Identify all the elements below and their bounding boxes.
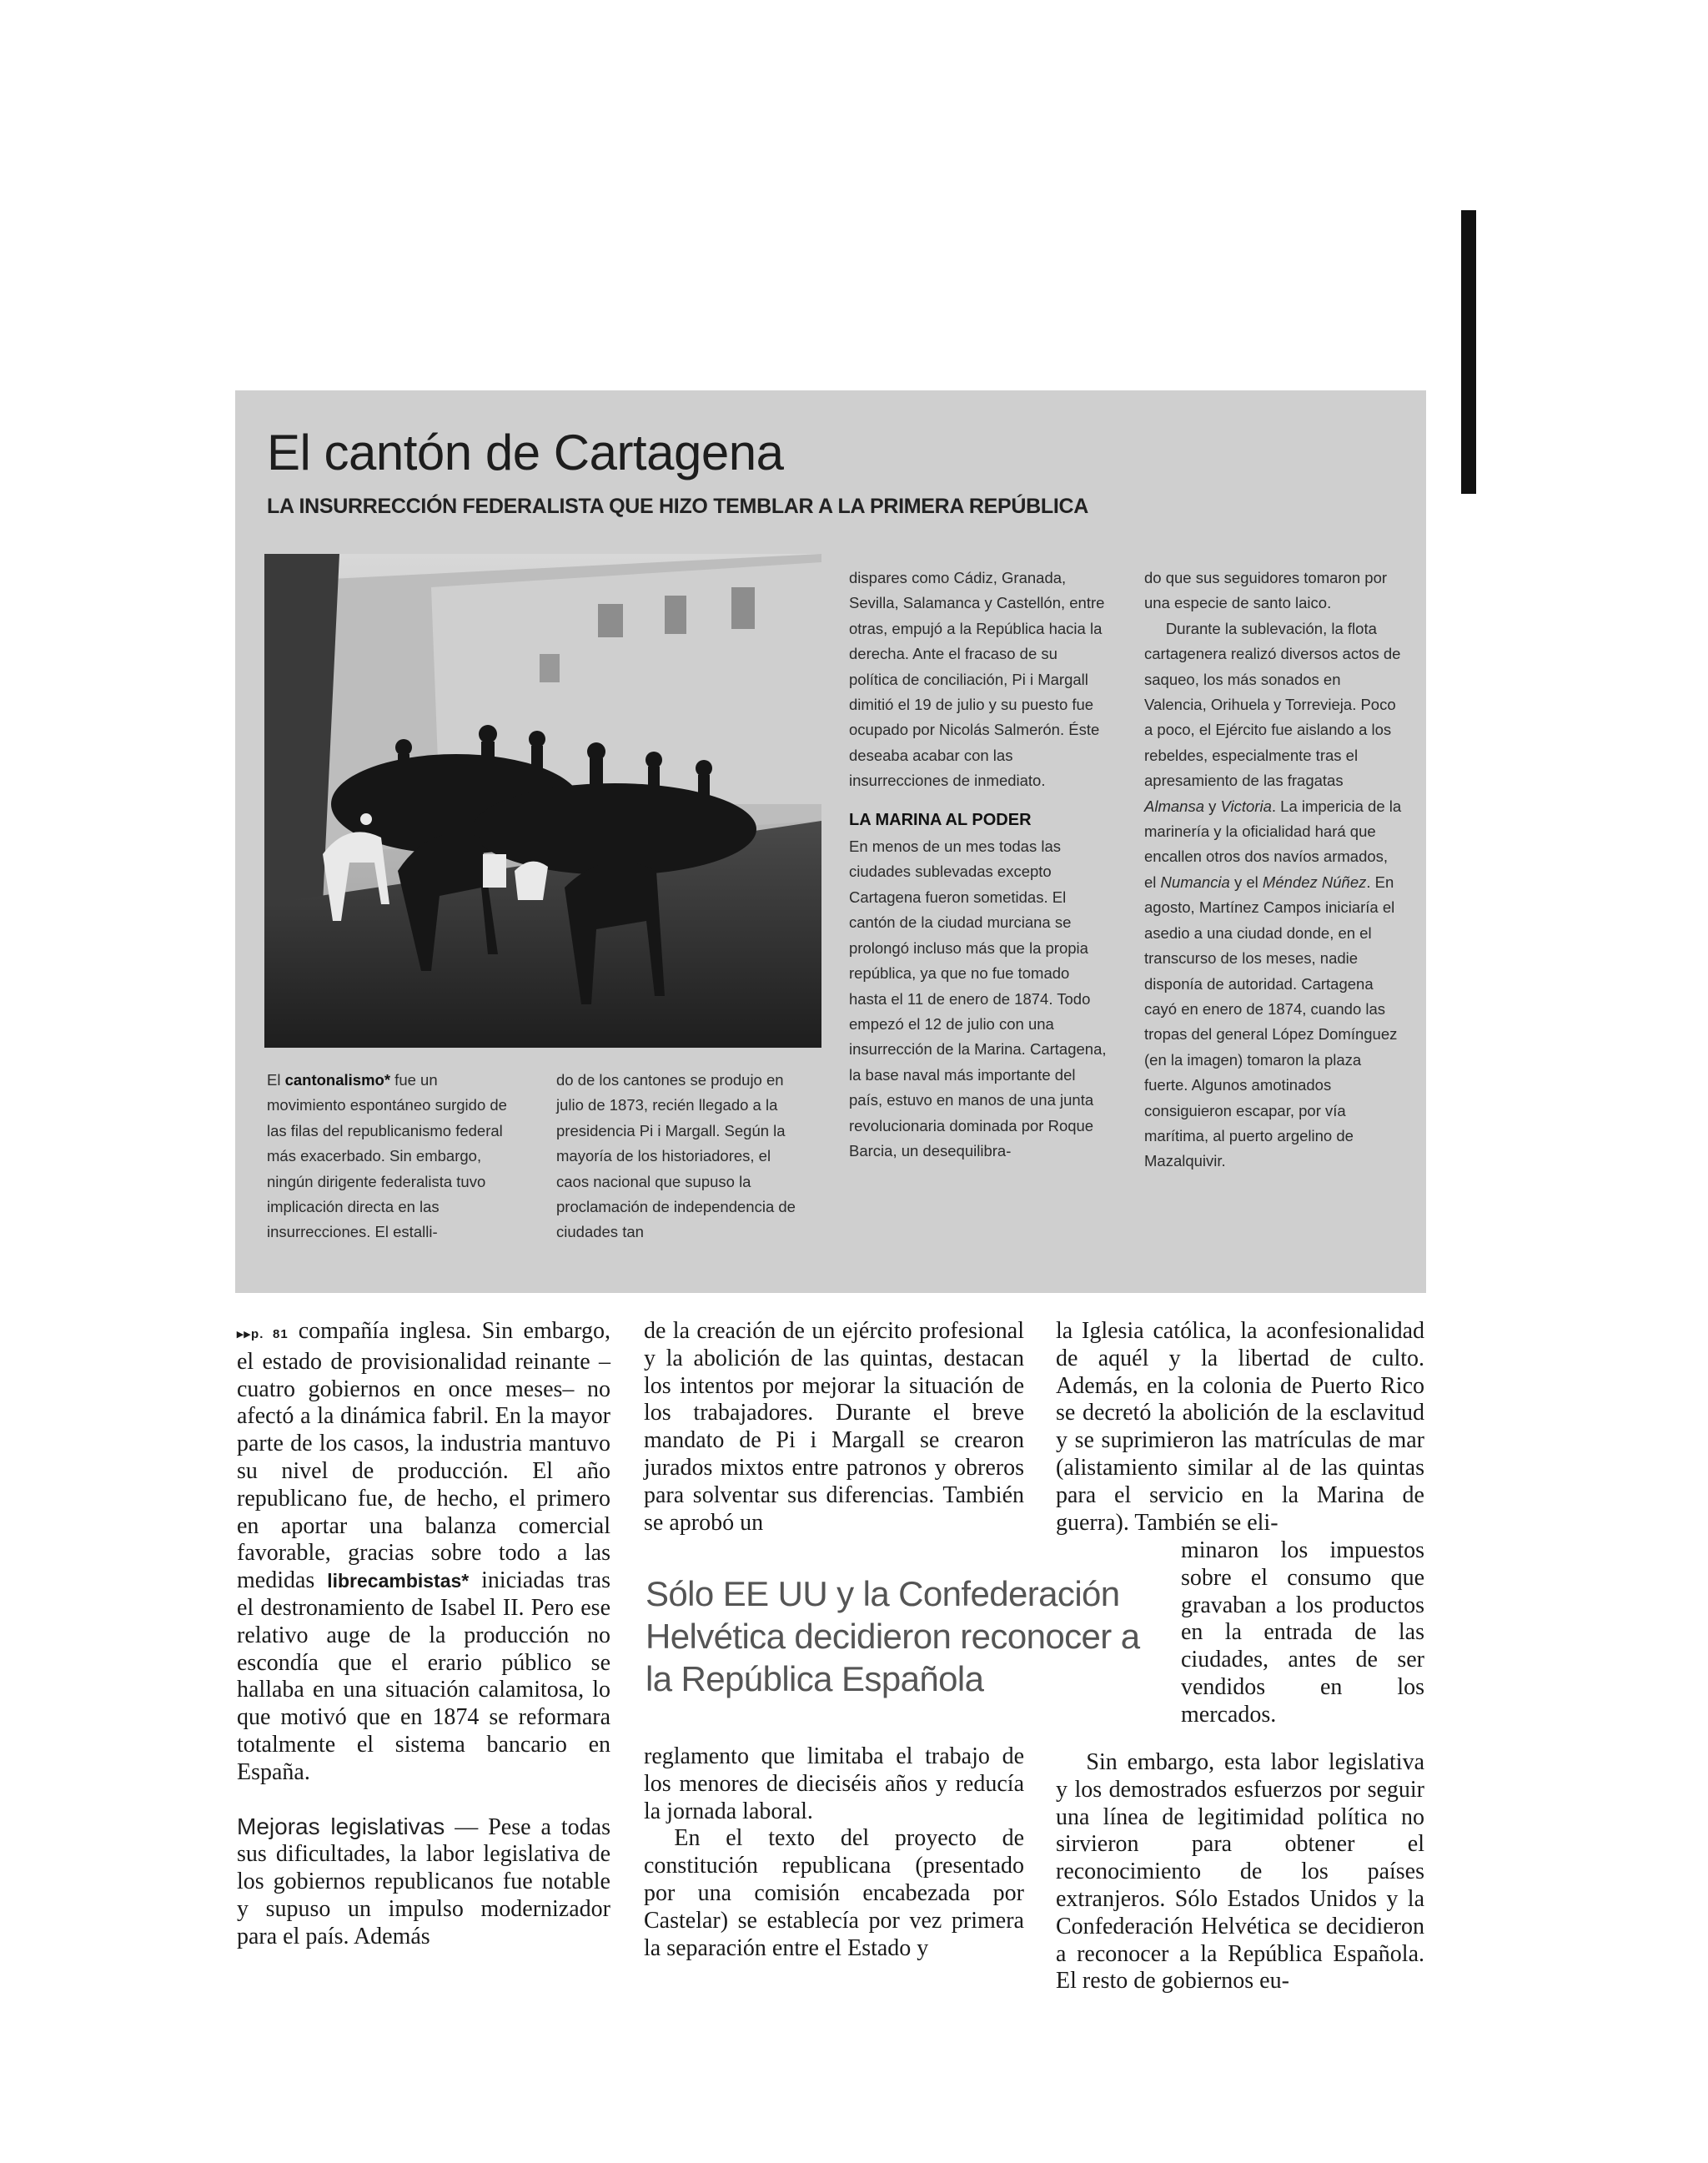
ship-name: Victoria xyxy=(1220,797,1272,815)
ship-name: Almansa xyxy=(1144,797,1204,815)
body-paragraph xyxy=(237,1318,610,1787)
sidebar-box xyxy=(235,390,1426,1293)
sidebar-paragraph: dispares como Cádiz, Granada, Sevilla, Salamanca y Castellón, entre otras, empujó a la República hacia la derecha. Ante el fracaso de su política de conciliación, Pi i Margall dimitió el 19 de julio y su puesto fue ocupado por Nicolás Salmerón. Éste deseaba acabar con las insurrecciones de inmediato. xyxy=(849,569,1105,790)
sidebar-title: El cantón de Cartagena xyxy=(267,425,784,480)
text-run: . En agosto, Martínez Campos iniciaría el asedio a una ciudad donde, en el transcurso de los meses, nadie disponía de autoridad. Cartagena cayó en enero de 1874, cuando las tropas del general López Domínguez (en la imagen) tomaron la plaza fuerte. Algunos amotinados consiguieron escapar, por vía marítima, al puerto argelino de Mazalquivir. xyxy=(1144,873,1398,1170)
body-paragraph: En el texto del proyecto de constitución republicana (presentado por una comisión encabezada por Castelar) se establecía por vez primera la separación entre el Estado y xyxy=(644,1825,1024,1961)
sidebar-column-4 xyxy=(1144,566,1403,1175)
ship-name: Numancia xyxy=(1160,873,1230,891)
text-run: Durante la sublevación, la flota cartagenera realizó diversos actos de saqueo, los más sonados en Valencia, Orihuela y Torrevieja. Poco a poco, el Ejército fue aislando a los rebeldes, especialmente tras el apresamiento de las fragatas xyxy=(1144,619,1401,790)
page-reference: ▸▸p. 81 xyxy=(237,1327,289,1341)
text-run: y el xyxy=(1229,873,1263,891)
section-subheading: Mejoras legislativas xyxy=(237,1813,445,1839)
body-paragraph: Sin embargo, esta labor legislativa y los demostrados esfuerzos por seguir una línea de legitimidad política no sirvieron para obtener el reconocimiento de los países extranjeros. Sólo Estados Unidos y la Confederación Helvética se decidieron a reconocer a la República Española. El resto de gobiernos eu- xyxy=(1056,1749,1424,1994)
body-paragraph: reglamento que limitaba el trabajo de los menores de dieciséis años y reducía la jornada laboral. xyxy=(644,1743,1024,1824)
text-run: — Pese a todas sus dificultades, la labor legislativa de los gobiernos republicanos fue notable y supuso un impulso modernizador para el país. Además xyxy=(237,1813,610,1949)
body-column-2-continued xyxy=(644,1743,1024,1962)
sidebar-column-1 xyxy=(267,1068,517,1245)
text-run: El xyxy=(267,1071,285,1089)
sidebar-subtitle: LA INSURRECCIÓN FEDERALISTA QUE HIZO TEMBLAR A LA PRIMERA REPÚBLICA xyxy=(267,495,1088,518)
sidebar-paragraph xyxy=(267,1068,517,1245)
glossary-term: librecambistas* xyxy=(327,1570,470,1592)
glossary-term: cantonalismo* xyxy=(284,1071,391,1089)
painting-illustration xyxy=(264,554,821,1048)
sidebar-paragraph: do de los cantones se produjo en julio de 1873, recién llegado a la presidencia Pi i Margall. Según la mayoría de los historiadores, el caos nacional que supuso la proclamación de independencia de ciudades tan xyxy=(556,1071,796,1241)
text-run: fue un movimiento espontáneo surgido de las filas del republicanismo federal más exacerbado. Sin embargo, ningún dirigente federalista tuvo implicación directa en las insurrecciones. El estalli- xyxy=(267,1071,507,1241)
sidebar-paragraph: En menos de un mes todas las ciudades sublevadas excepto Cartagena fueron sometidas. El cantón de la ciudad murciana se prolongó incluso más que la propia república, ya que no fue tomado hasta el 11 de enero de 1874. Todo empezó el 12 de julio con una insurrección de la Marina. Cartagena, la base naval más importante del país, estuvo en manos de una junta revolucionaria dominada por Roque Barcia, un desequilibra- xyxy=(849,838,1107,1159)
body-paragraph: minaron los impuestos sobre el consumo que gravaban a los productos en la entrada de las ciudades, antes de ser vendidos en los mercados. xyxy=(1181,1537,1424,1728)
sidebar-column-3 xyxy=(849,566,1108,1164)
painting-image xyxy=(264,554,821,1048)
body-column-3-wrap xyxy=(1181,1537,1424,1729)
pull-quote: Sólo EE UU y la Confederación Helvética decidieron reconocer a la República Española xyxy=(646,1574,1140,1698)
body-column-3 xyxy=(1056,1318,1424,1537)
sidebar-column-2 xyxy=(556,1068,806,1245)
text-run: iniciadas tras el destronamiento de Isabel II. Pero ese relativo auge de la producción no escondía que el erario público se hallaba en una situación calamitosa, lo que motivó que en 1874 se reformara totalmente el sistema bancario en España. xyxy=(237,1567,610,1785)
sidebar-paragraph: do que sus seguidores tomaron por una especie de santo laico. xyxy=(1144,569,1388,612)
body-column-2 xyxy=(644,1318,1024,1537)
sidebar-paragraph xyxy=(1144,616,1403,1175)
page-edge-mark xyxy=(1461,210,1476,494)
text-run: compañía inglesa. Sin embargo, el estado de provisionalidad reinante –cuatro gobiernos en once meses– no afectó a la dinámica fabril. En la mayor parte de los casos, la industria mantuvo su nivel de producción. El año republicano fue, de hecho, el primero en aportar una balanza comercial favorable, gracias sobre todo a las medidas xyxy=(237,1318,610,1594)
body-column-3-continued xyxy=(1056,1749,1424,1995)
body-column-1 xyxy=(237,1318,610,1951)
body-paragraph: de la creación de un ejército profesional y la abolición de las quintas, destacan los intentos por mejorar la situación de los trabajadores. Durante el breve mandato de Pi i Margall se crearon jurados mixtos entre patronos y obreros para solventar sus diferencias. También se aprobó un xyxy=(644,1318,1024,1536)
sidebar-section-heading: LA MARINA AL PODER xyxy=(849,810,1032,829)
ship-name: Méndez Núñez xyxy=(1262,873,1367,891)
body-paragraph xyxy=(237,1813,610,1951)
body-paragraph: la Iglesia católica, la aconfesionalidad de aquél y la libertad de culto. Además, en la colonia de Puerto Rico se decretó la abolición de la esclavitud y se suprimieron las matrículas de mar (alistamiento similar al de las quintas para el servicio en la Marina de guerra). También se eli- xyxy=(1056,1318,1424,1536)
text-run: y xyxy=(1203,797,1221,815)
text-run: . La impericia de la marinería y la oficialidad hará que encallen otros dos navíos armados, el xyxy=(1144,797,1402,891)
